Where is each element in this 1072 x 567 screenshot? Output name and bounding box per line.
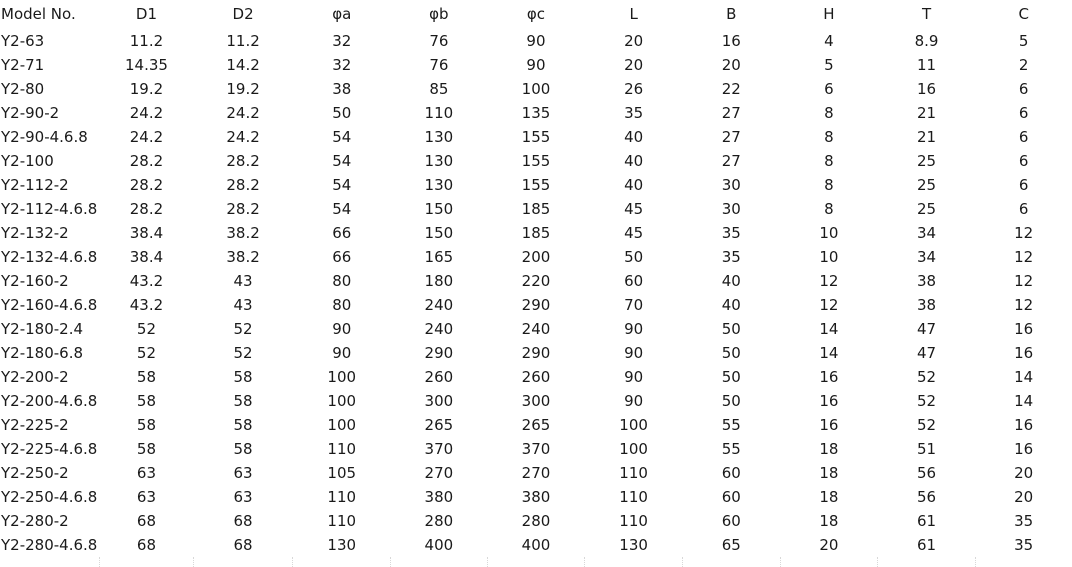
cell-l: 40 <box>624 176 644 194</box>
cell-l: 35 <box>624 104 644 122</box>
cell-b: 30 <box>721 176 741 194</box>
cell-phi-a: 66 <box>332 224 352 242</box>
cell-t: 51 <box>916 440 937 458</box>
cell-d2: 68 <box>233 536 253 554</box>
cell-d1: 52 <box>136 320 156 338</box>
cell-h: 8 <box>824 104 834 122</box>
cell-model-no: Y2-112-4.6.8 <box>1 200 98 218</box>
table-row <box>0 485 1072 509</box>
cell-phi-c: 90 <box>526 56 546 74</box>
cell-l: 130 <box>619 536 648 554</box>
cell-d1: 43.2 <box>129 296 164 314</box>
cell-phi-a: 32 <box>332 32 352 50</box>
table-row <box>0 29 1072 53</box>
table-row <box>0 53 1072 77</box>
header-d1: D1 <box>135 5 157 23</box>
cell-c: 16 <box>1014 416 1034 434</box>
cell-model-no: Y2-71 <box>1 56 45 74</box>
table-row <box>0 149 1072 173</box>
cell-h: 12 <box>819 272 839 290</box>
cell-l: 20 <box>624 56 644 74</box>
cell-t: 52 <box>916 392 937 410</box>
cell-phi-a: 66 <box>332 248 352 266</box>
cell-c: 12 <box>1014 248 1034 266</box>
cell-phi-c: 380 <box>521 488 551 506</box>
table-row <box>0 125 1072 149</box>
cell-model-no: Y2-160-2 <box>1 272 69 290</box>
table-row <box>0 77 1072 101</box>
header-c: C <box>1018 5 1029 23</box>
cell-phi-a: 110 <box>327 440 357 458</box>
cell-phi-c: 265 <box>521 416 551 434</box>
cell-phi-b: 130 <box>424 128 454 146</box>
cell-c: 6 <box>1018 152 1029 170</box>
cell-b: 60 <box>721 464 741 482</box>
cell-phi-c: 155 <box>521 128 551 146</box>
cell-d1: 68 <box>136 512 156 530</box>
cell-phi-b: 180 <box>424 272 454 290</box>
cell-t: 52 <box>916 416 937 434</box>
grid-cell <box>682 557 780 567</box>
cell-phi-b: 290 <box>424 344 454 362</box>
cell-t: 16 <box>916 80 937 98</box>
cell-b: 30 <box>721 200 741 218</box>
cell-t: 25 <box>916 152 937 170</box>
cell-phi-c: 220 <box>521 272 551 290</box>
cell-phi-a: 100 <box>327 416 357 434</box>
cell-h: 8 <box>824 152 834 170</box>
cell-phi-c: 240 <box>521 320 551 338</box>
cell-c: 6 <box>1018 104 1029 122</box>
cell-c: 14 <box>1014 392 1034 410</box>
cell-b: 60 <box>721 488 741 506</box>
cell-phi-c: 185 <box>521 200 551 218</box>
cell-d2: 68 <box>233 512 253 530</box>
cell-b: 50 <box>721 368 741 386</box>
table-row <box>0 389 1072 413</box>
cell-l: 110 <box>619 512 648 530</box>
cell-phi-b: 380 <box>424 488 454 506</box>
cell-phi-a: 100 <box>327 392 357 410</box>
cell-c: 16 <box>1014 440 1034 458</box>
cell-l: 45 <box>624 200 644 218</box>
cell-h: 14 <box>819 344 839 362</box>
cell-t: 11 <box>916 56 937 74</box>
cell-h: 20 <box>819 536 839 554</box>
cell-phi-b: 260 <box>424 368 454 386</box>
cell-b: 60 <box>721 512 741 530</box>
cell-d2: 52 <box>233 320 253 338</box>
cell-h: 18 <box>819 488 839 506</box>
cell-phi-c: 290 <box>521 344 551 362</box>
cell-b: 50 <box>721 344 741 362</box>
cell-c: 6 <box>1018 200 1029 218</box>
cell-phi-a: 54 <box>332 176 352 194</box>
cell-h: 8 <box>824 128 834 146</box>
cell-d1: 52 <box>136 344 156 362</box>
cell-l: 90 <box>624 368 644 386</box>
header-row <box>0 0 1072 29</box>
cell-model-no: Y2-90-2 <box>1 104 60 122</box>
cell-phi-a: 90 <box>332 320 352 338</box>
table-row <box>0 197 1072 221</box>
cell-t: 56 <box>916 488 937 506</box>
cell-phi-b: 150 <box>424 200 454 218</box>
cell-h: 18 <box>819 440 839 458</box>
header-phi-c: φc <box>526 5 546 23</box>
cell-d2: 19.2 <box>226 80 260 98</box>
cell-c: 16 <box>1014 320 1034 338</box>
cell-t: 38 <box>916 296 937 314</box>
cell-b: 65 <box>721 536 741 554</box>
cell-h: 10 <box>819 248 839 266</box>
cell-c: 20 <box>1014 464 1034 482</box>
grid-cell <box>585 557 683 567</box>
cell-d2: 28.2 <box>226 152 260 170</box>
cell-d1: 63 <box>136 464 156 482</box>
cell-b: 22 <box>721 80 741 98</box>
cell-d1: 58 <box>136 416 156 434</box>
cell-d1: 43.2 <box>129 272 164 290</box>
cell-t: 52 <box>916 368 937 386</box>
cell-model-no: Y2-160-4.6.8 <box>1 296 98 314</box>
cell-b: 40 <box>721 296 741 314</box>
cell-d2: 38.2 <box>226 248 260 266</box>
cell-phi-b: 240 <box>424 296 454 314</box>
grid-cell <box>391 557 488 567</box>
cell-phi-b: 270 <box>424 464 454 482</box>
cell-b: 27 <box>721 104 741 122</box>
cell-l: 50 <box>624 248 644 266</box>
cell-c: 6 <box>1018 176 1029 194</box>
cell-b: 27 <box>721 128 741 146</box>
cell-d2: 24.2 <box>226 128 260 146</box>
cell-l: 110 <box>619 464 648 482</box>
cell-c: 5 <box>1018 32 1029 50</box>
cell-phi-a: 32 <box>332 56 352 74</box>
cell-phi-b: 76 <box>429 56 449 74</box>
cell-t: 56 <box>916 464 937 482</box>
cell-model-no: Y2-280-4.6.8 <box>1 536 98 554</box>
cell-phi-b: 130 <box>424 176 454 194</box>
cell-phi-c: 135 <box>521 104 551 122</box>
cell-model-no: Y2-225-4.6.8 <box>1 440 98 458</box>
grid-continuation <box>0 557 1072 567</box>
cell-phi-a: 80 <box>332 272 352 290</box>
cell-model-no: Y2-180-6.8 <box>1 344 84 362</box>
cell-model-no: Y2-250-4.6.8 <box>1 488 98 506</box>
cell-d2: 52 <box>233 344 253 362</box>
cell-t: 61 <box>916 512 937 530</box>
header-model-no: Model No. <box>1 5 76 23</box>
cell-phi-a: 80 <box>332 296 352 314</box>
cell-c: 12 <box>1014 272 1034 290</box>
cell-model-no: Y2-90-4.6.8 <box>1 128 88 146</box>
cell-phi-c: 270 <box>521 464 551 482</box>
header-t: T <box>921 5 932 23</box>
cell-c: 35 <box>1014 536 1034 554</box>
cell-d1: 24.2 <box>129 128 164 146</box>
table-row <box>0 461 1072 485</box>
cell-t: 8.9 <box>914 32 939 50</box>
table-row <box>0 509 1072 533</box>
cell-phi-c: 155 <box>521 152 551 170</box>
cell-l: 90 <box>624 344 644 362</box>
table-row <box>0 173 1072 197</box>
grid-cell <box>487 557 585 567</box>
grid-cell <box>293 557 391 567</box>
cell-phi-a: 100 <box>327 368 357 386</box>
cell-phi-c: 400 <box>521 536 551 554</box>
header-phi-b: φb <box>429 5 449 23</box>
cell-phi-b: 130 <box>424 152 454 170</box>
cell-phi-b: 265 <box>424 416 454 434</box>
cell-l: 60 <box>624 272 644 290</box>
cell-t: 47 <box>916 344 937 362</box>
cell-phi-a: 38 <box>332 80 352 98</box>
cell-d1: 38.4 <box>129 224 164 242</box>
cell-t: 61 <box>916 536 937 554</box>
cell-d2: 38.2 <box>226 224 260 242</box>
table-row <box>0 269 1072 293</box>
cell-model-no: Y2-132-2 <box>1 224 69 242</box>
header-d2: D2 <box>232 5 254 23</box>
cell-l: 90 <box>624 392 644 410</box>
cell-phi-c: 280 <box>521 512 551 530</box>
cell-d1: 58 <box>136 392 156 410</box>
cell-b: 55 <box>721 416 741 434</box>
cell-c: 16 <box>1014 344 1034 362</box>
cell-phi-c: 100 <box>521 80 551 98</box>
table-row <box>0 101 1072 125</box>
cell-h: 18 <box>819 512 839 530</box>
cell-l: 45 <box>624 224 644 242</box>
cell-c: 6 <box>1018 128 1029 146</box>
cell-model-no: Y2-250-2 <box>1 464 69 482</box>
cell-phi-b: 400 <box>424 536 454 554</box>
cell-l: 40 <box>624 152 644 170</box>
cell-d1: 14.35 <box>124 56 168 74</box>
cell-b: 35 <box>721 248 741 266</box>
cell-d2: 43 <box>233 272 253 290</box>
cell-c: 35 <box>1014 512 1034 530</box>
cell-b: 40 <box>721 272 741 290</box>
table-row <box>0 293 1072 317</box>
cell-l: 20 <box>624 32 644 50</box>
table-body <box>0 29 1072 567</box>
cell-model-no: Y2-200-2 <box>1 368 69 386</box>
cell-phi-a: 50 <box>332 104 352 122</box>
cell-phi-c: 200 <box>521 248 551 266</box>
cell-phi-a: 90 <box>332 344 352 362</box>
cell-d2: 58 <box>233 416 253 434</box>
cell-phi-c: 185 <box>521 224 551 242</box>
cell-d1: 68 <box>136 536 156 554</box>
cell-model-no: Y2-63 <box>1 32 45 50</box>
cell-l: 100 <box>619 440 648 458</box>
cell-h: 6 <box>824 80 834 98</box>
cell-d1: 58 <box>136 440 156 458</box>
cell-c: 12 <box>1014 296 1034 314</box>
cell-phi-a: 105 <box>327 464 357 482</box>
cell-phi-b: 110 <box>424 104 454 122</box>
cell-d1: 11.2 <box>129 32 164 50</box>
table-row <box>0 437 1072 461</box>
table-row <box>0 317 1072 341</box>
cell-phi-c: 90 <box>526 32 546 50</box>
cell-b: 20 <box>721 56 741 74</box>
cell-phi-b: 280 <box>424 512 454 530</box>
cell-l: 110 <box>619 488 648 506</box>
cell-c: 20 <box>1014 488 1034 506</box>
cell-phi-b: 85 <box>429 80 449 98</box>
cell-d2: 43 <box>233 296 253 314</box>
cell-model-no: Y2-100 <box>1 152 54 170</box>
cell-b: 16 <box>721 32 741 50</box>
cell-d2: 63 <box>233 488 253 506</box>
cell-h: 16 <box>819 368 839 386</box>
cell-c: 14 <box>1014 368 1034 386</box>
cell-phi-c: 155 <box>521 176 551 194</box>
grid-cell <box>780 557 878 567</box>
header-h: H <box>823 5 835 23</box>
cell-d1: 28.2 <box>129 176 164 194</box>
grid-cell <box>0 557 100 567</box>
cell-b: 27 <box>721 152 741 170</box>
grid-cell <box>193 557 293 567</box>
cell-b: 35 <box>721 224 741 242</box>
header-l: L <box>629 5 638 23</box>
cell-l: 100 <box>619 416 648 434</box>
cell-l: 90 <box>624 320 644 338</box>
cell-phi-a: 54 <box>332 128 352 146</box>
cell-model-no: Y2-80 <box>1 80 45 98</box>
cell-t: 25 <box>916 200 937 218</box>
header-phi-a: φa <box>332 5 352 23</box>
cell-l: 40 <box>624 128 644 146</box>
cell-d1: 63 <box>136 488 156 506</box>
cell-t: 21 <box>916 128 937 146</box>
cell-c: 6 <box>1018 80 1029 98</box>
cell-phi-b: 150 <box>424 224 454 242</box>
cell-phi-c: 370 <box>521 440 551 458</box>
cell-phi-a: 54 <box>332 200 352 218</box>
cell-phi-c: 290 <box>521 296 551 314</box>
cell-model-no: Y2-132-4.6.8 <box>1 248 98 266</box>
cell-d1: 28.2 <box>129 152 164 170</box>
cell-d1: 19.2 <box>129 80 164 98</box>
cell-c: 2 <box>1018 56 1029 74</box>
cell-t: 25 <box>916 176 937 194</box>
cell-phi-a: 54 <box>332 152 352 170</box>
cell-h: 8 <box>824 200 834 218</box>
cell-d1: 38.4 <box>129 248 164 266</box>
cell-phi-a: 130 <box>327 536 357 554</box>
cell-h: 5 <box>824 56 834 74</box>
cell-b: 50 <box>721 392 741 410</box>
cell-d2: 28.2 <box>226 176 260 194</box>
cell-t: 34 <box>916 248 937 266</box>
table-row <box>0 221 1072 245</box>
cell-l: 26 <box>624 80 644 98</box>
table-row <box>0 533 1072 557</box>
cell-phi-b: 240 <box>424 320 454 338</box>
table-row <box>0 365 1072 389</box>
cell-d1: 24.2 <box>129 104 164 122</box>
cell-model-no: Y2-180-2.4 <box>1 320 84 338</box>
cell-phi-b: 165 <box>424 248 454 266</box>
cell-l: 70 <box>624 296 644 314</box>
cell-h: 12 <box>819 296 839 314</box>
cell-model-no: Y2-225-2 <box>1 416 69 434</box>
cell-d2: 63 <box>233 464 253 482</box>
cell-b: 55 <box>721 440 741 458</box>
cell-model-no: Y2-200-4.6.8 <box>1 392 98 410</box>
cell-phi-a: 110 <box>327 512 357 530</box>
cell-phi-b: 370 <box>424 440 454 458</box>
grid-cell <box>100 557 193 567</box>
cell-phi-c: 300 <box>521 392 551 410</box>
cell-d2: 58 <box>233 440 253 458</box>
cell-h: 14 <box>819 320 839 338</box>
cell-t: 47 <box>916 320 937 338</box>
table-row <box>0 413 1072 437</box>
cell-t: 21 <box>916 104 937 122</box>
cell-d1: 28.2 <box>129 200 164 218</box>
grid-cell <box>878 557 976 567</box>
cell-phi-a: 110 <box>327 488 357 506</box>
cell-d2: 58 <box>233 392 253 410</box>
cell-h: 18 <box>819 464 839 482</box>
cell-d2: 58 <box>233 368 253 386</box>
cell-h: 8 <box>824 176 834 194</box>
cell-t: 34 <box>916 224 937 242</box>
cell-d2: 14.2 <box>226 56 260 74</box>
cell-model-no: Y2-280-2 <box>1 512 69 530</box>
cell-d2: 28.2 <box>226 200 260 218</box>
cell-h: 4 <box>824 32 834 50</box>
table-row <box>0 341 1072 365</box>
cell-b: 50 <box>721 320 741 338</box>
cell-phi-b: 76 <box>429 32 449 50</box>
cell-d2: 24.2 <box>226 104 260 122</box>
cell-t: 38 <box>916 272 937 290</box>
header-b: B <box>726 5 737 23</box>
cell-phi-c: 260 <box>521 368 551 386</box>
cell-h: 16 <box>819 392 839 410</box>
cell-d1: 58 <box>136 368 156 386</box>
cell-h: 10 <box>819 224 839 242</box>
cell-model-no: Y2-112-2 <box>1 176 69 194</box>
cell-c: 12 <box>1014 224 1034 242</box>
cell-phi-b: 300 <box>424 392 454 410</box>
table-row <box>0 245 1072 269</box>
cell-d2: 11.2 <box>226 32 260 50</box>
grid-cell <box>975 557 1072 567</box>
cell-h: 16 <box>819 416 839 434</box>
